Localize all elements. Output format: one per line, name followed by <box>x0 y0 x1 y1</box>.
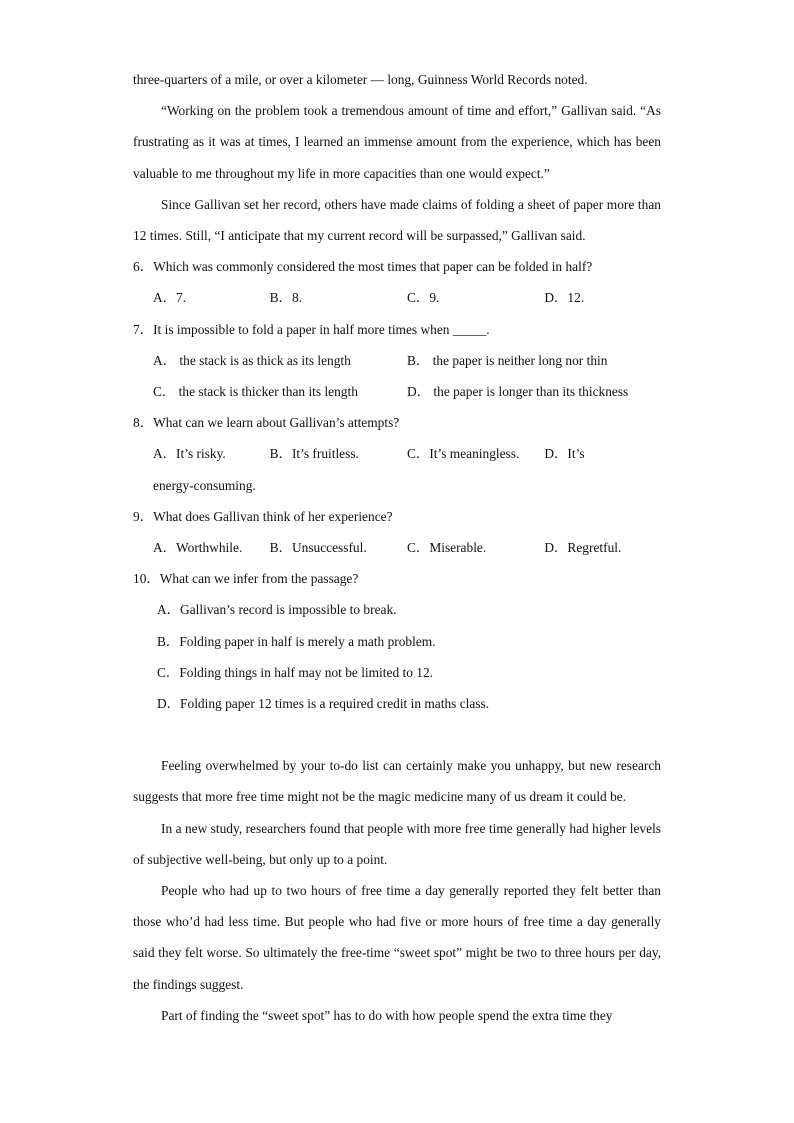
question-6-option-a: A．7. <box>153 290 187 306</box>
passage2-paragraph-4: Part of finding the “sweet spot” has to do with how people spend the extra time they <box>161 1007 613 1023</box>
question-9-option-d: D．Regretful. <box>544 540 622 556</box>
question-6-options <box>133 282 661 313</box>
question-10-option-b: B．Folding paper in half is merely a math problem. <box>157 633 436 649</box>
passage1-paragraph-2: “Working on the problem took a tremendous amount of time and effort,” Gallivan said. “As frustrating as it was at times, I learned an immense amount from the experience, which has been valuable to me throughout my life in more capacities than one would expect.” <box>133 103 661 181</box>
question-8-stem: 8．What can we learn about Gallivan’s attempts? <box>133 415 400 431</box>
section-gap <box>133 719 661 750</box>
question-8-option-c: C．It’s meaningless. <box>407 446 520 462</box>
question-7-options-row-2 <box>133 376 661 407</box>
question-10-options <box>133 594 661 719</box>
question-8-option-d-continued: energy-consuming. <box>153 477 256 493</box>
question-8-option-d: D．It’s <box>544 446 585 462</box>
question-9-options <box>133 532 661 563</box>
question-6-option-d: D．12. <box>544 290 585 306</box>
passage1-paragraph-1: three-quarters of a mile, or over a kilometer — long, Guinness World Records noted. <box>133 72 588 87</box>
document-page <box>133 64 661 1031</box>
question-7-option-d: D． the paper is longer than its thickness <box>407 384 629 400</box>
question-8-options <box>133 438 661 469</box>
question-10-option-c: C．Folding things in half may not be limited to 12. <box>157 664 433 680</box>
question-7-option-a: A． the stack is as thick as its length <box>153 352 351 368</box>
question-9-option-b: B．Unsuccessful. <box>269 540 367 556</box>
question-7-option-b: B． the paper is neither long nor thin <box>407 352 608 368</box>
passage2-paragraph-3: People who had up to two hours of free time a day generally reported they felt better than those who’d had less time. But people who had five or more hours of free time a day generally said they felt worse. So ultimately the free-time “sweet spot” might be two to three hours per day, the findings suggest. <box>133 883 661 992</box>
question-10-option-d: D．Folding paper 12 times is a required credit in maths class. <box>157 696 490 712</box>
question-9-stem: 9．What does Gallivan think of her experience? <box>133 508 393 524</box>
question-7-options-row-1 <box>133 345 661 376</box>
question-9-option-c: C．Miserable. <box>407 540 487 556</box>
question-9-option-a: A．Worthwhile. <box>153 540 243 556</box>
passage2-paragraph-1: Feeling overwhelmed by your to-do list can certainly make you unhappy, but new research suggests that more free time might not be the magic medicine many of us dream it could be. <box>133 758 661 805</box>
question-8-option-a: A．It’s risky. <box>153 446 226 462</box>
question-6-stem: 6．Which was commonly considered the most times that paper can be folded in half? <box>133 259 593 275</box>
passage2-paragraph-2: In a new study, researchers found that people with more free time generally had higher levels of subjective well-being, but only up to a point. <box>133 820 661 867</box>
question-10-option-a: A．Gallivan’s record is impossible to break. <box>157 602 397 618</box>
question-7-stem: 7．It is impossible to fold a paper in half more times when _____. <box>133 321 490 337</box>
question-10-stem: 10．What can we infer from the passage? <box>133 571 359 587</box>
question-6-option-c: C．9. <box>407 290 440 306</box>
question-6-option-b: B．8. <box>269 290 302 306</box>
question-8-option-b: B．It’s fruitless. <box>269 446 359 462</box>
question-7-option-c: C． the stack is thicker than its length <box>153 384 358 400</box>
passage1-paragraph-3: Since Gallivan set her record, others have made claims of folding a sheet of paper more than 12 times. Still, “I anticipate that my current record will be surpassed,” Gallivan said. <box>133 196 661 244</box>
